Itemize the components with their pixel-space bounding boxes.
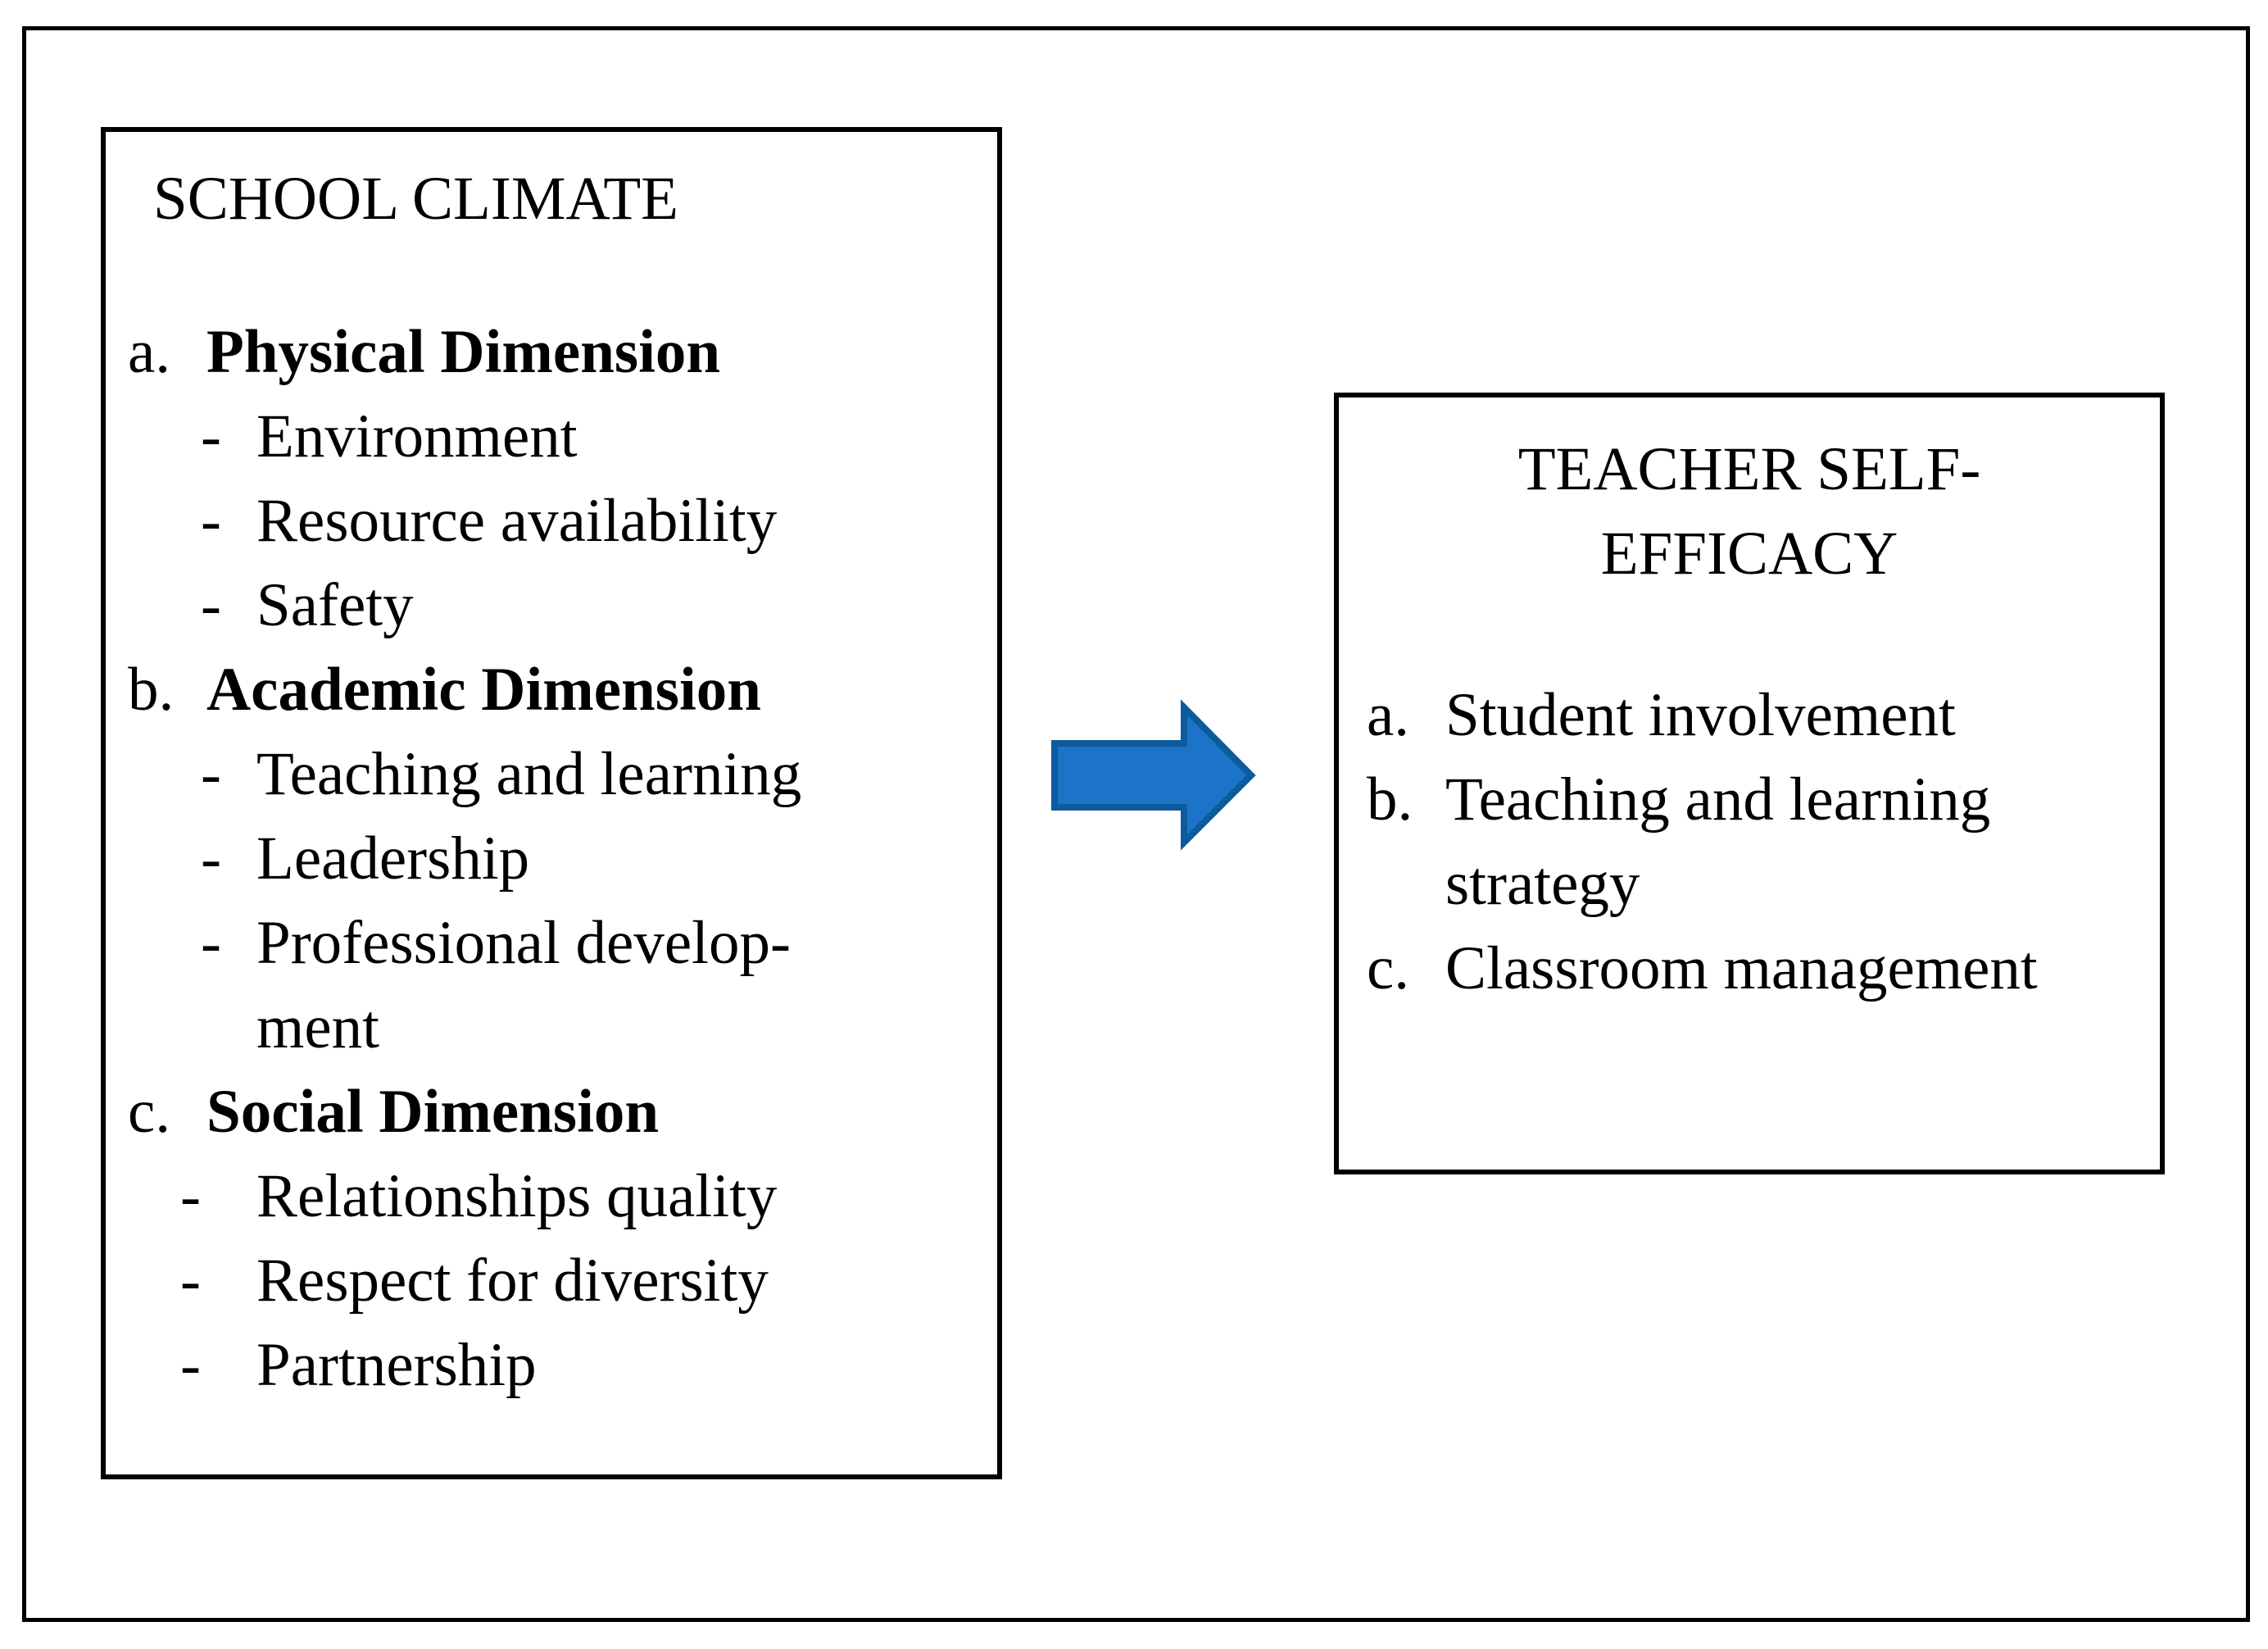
dash-bullet: - xyxy=(180,1331,201,1399)
list-item-student-involvement: a. Student involvement xyxy=(1339,673,2160,757)
list-subitem-teaching-and-learning: - Teaching and learning xyxy=(106,732,997,816)
right-arrow-shape xyxy=(1055,707,1251,843)
dash-bullet: - xyxy=(180,1247,201,1315)
list-item-social-dimension: c. Social Dimension xyxy=(106,1070,997,1154)
school-climate-list xyxy=(106,310,997,1407)
list-subitem-resource-availability: - Resource availability xyxy=(106,479,997,563)
dash-bullet: - xyxy=(201,571,221,639)
teacher-self-efficacy-box xyxy=(1334,393,2165,1174)
dash-bullet: - xyxy=(201,487,221,555)
right-arrow-icon xyxy=(1016,680,1286,869)
dash-bullet: - xyxy=(201,909,221,977)
item-marker: b. xyxy=(1367,765,1413,834)
title-line-2: EFFICACY xyxy=(1600,520,1898,588)
teacher-self-efficacy-title xyxy=(1339,427,2160,596)
item-marker: c. xyxy=(1367,934,1410,1002)
list-item-physical-dimension: a. Physical Dimension xyxy=(106,310,997,394)
dash-bullet: - xyxy=(201,824,221,893)
dash-bullet: - xyxy=(201,740,221,808)
dash-bullet: - xyxy=(180,1162,201,1230)
title-line-1: TEACHER SELF- xyxy=(1517,435,1981,503)
teacher-self-efficacy-list xyxy=(1339,673,2160,1011)
dash-bullet: - xyxy=(201,402,221,470)
school-climate-box xyxy=(101,127,1002,1479)
list-subitem-professional-development-continuation: ment xyxy=(256,993,379,1061)
list-item-academic-dimension: b. Academic Dimension xyxy=(106,647,997,732)
list-subitem-leadership: - Leadership xyxy=(106,816,997,901)
list-subitem-safety: - Safety xyxy=(106,563,997,647)
list-subitem-respect-for-diversity: - Respect for diversity xyxy=(106,1238,997,1323)
list-subitem-partnership: - Partnership xyxy=(106,1323,997,1407)
list-item-classroom-management: c. Classroom management xyxy=(1339,926,2160,1011)
list-subitem-relationships-quality: - Relationships quality xyxy=(106,1154,997,1238)
item-marker: c. xyxy=(128,1078,171,1146)
school-climate-title: SCHOOL CLIMATE xyxy=(153,165,678,233)
list-item-teaching-and-learning-strategy: b. Teaching and learning strategy xyxy=(1339,757,2160,926)
list-subitem-environment: - Environment xyxy=(106,394,997,479)
item-marker: b. xyxy=(128,656,175,724)
list-subitem-professional-development: - Professional develop- xyxy=(106,901,997,985)
item-marker: a. xyxy=(1367,681,1410,749)
item-marker: a. xyxy=(128,318,171,386)
